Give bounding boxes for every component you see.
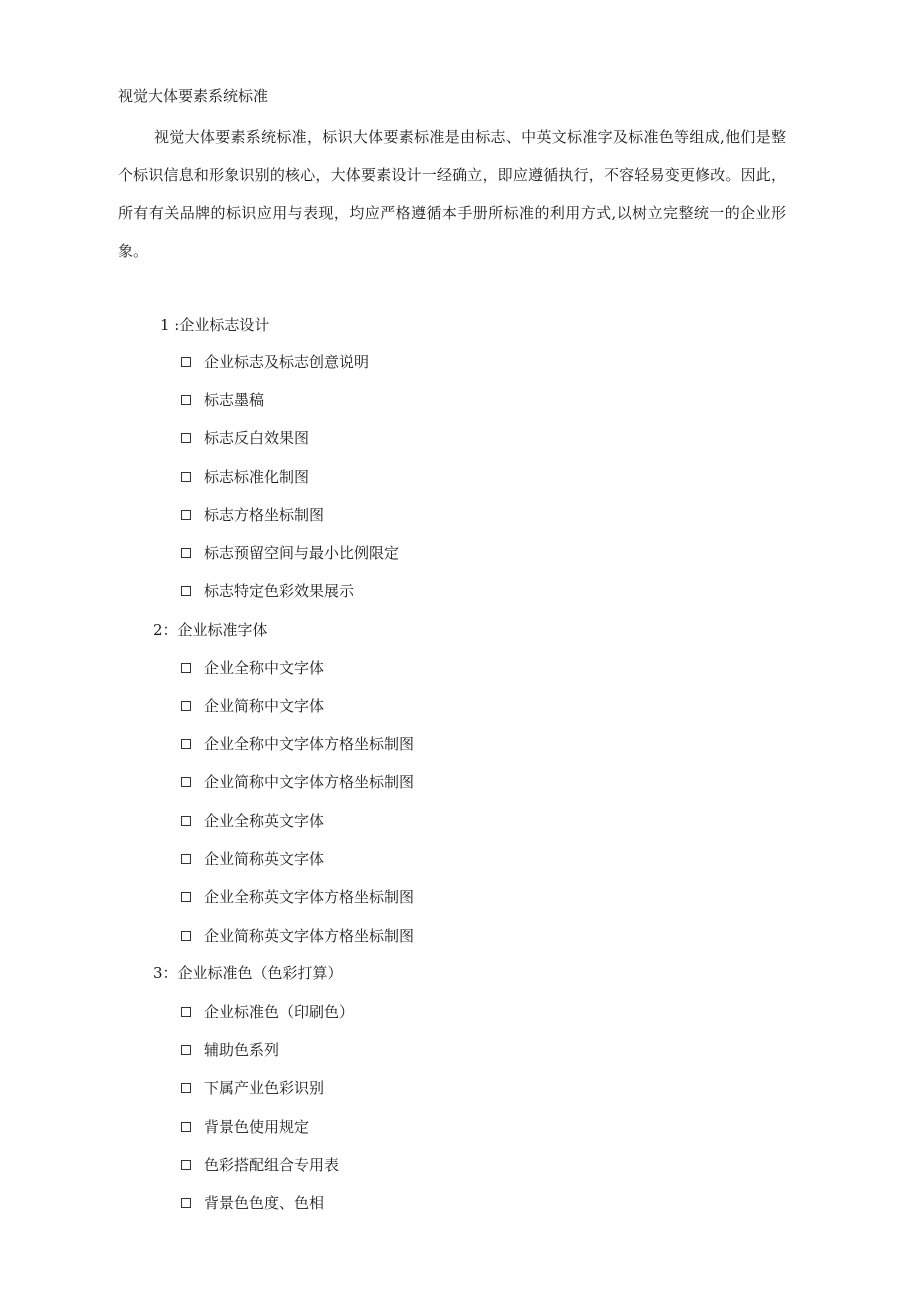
list-item-label: 企业简称中文字体 bbox=[204, 697, 325, 715]
list-item bbox=[181, 696, 324, 716]
checkbox-icon bbox=[181, 1007, 191, 1017]
section-heading-color: 3：企业标准色（色彩打算） bbox=[153, 964, 343, 982]
checkbox-icon bbox=[181, 433, 191, 443]
list-item bbox=[181, 581, 354, 601]
list-item bbox=[181, 1117, 309, 1137]
checkbox-icon bbox=[181, 739, 191, 749]
checkbox-icon bbox=[181, 548, 191, 558]
checkbox-icon bbox=[181, 472, 191, 482]
list-item bbox=[181, 1002, 354, 1022]
list-item-label: 企业全称英文字体 bbox=[204, 812, 325, 830]
checkbox-icon bbox=[181, 854, 191, 864]
list-item bbox=[181, 1193, 324, 1213]
list-item-label: 企业简称英文字体方格坐标制图 bbox=[204, 927, 415, 945]
document-title: 视觉大体要素系统标准 bbox=[118, 87, 269, 105]
list-item bbox=[181, 505, 324, 525]
list-item-label: 标志反白效果图 bbox=[204, 429, 310, 447]
section-heading-font: 2：企业标准字体 bbox=[153, 621, 268, 639]
list-item bbox=[181, 926, 414, 946]
list-item-label: 企业全称中文字体方格坐标制图 bbox=[204, 735, 415, 753]
checkbox-icon bbox=[181, 357, 191, 367]
list-item-label: 企业全称中文字体 bbox=[204, 659, 325, 677]
checkbox-icon bbox=[181, 1198, 191, 1208]
list-item-label: 辅助色系列 bbox=[204, 1041, 280, 1059]
checkbox-icon bbox=[181, 395, 191, 405]
list-item bbox=[181, 543, 399, 563]
checkbox-icon bbox=[181, 892, 191, 902]
checkbox-icon bbox=[181, 586, 191, 596]
checkbox-icon bbox=[181, 1045, 191, 1055]
list-item bbox=[181, 390, 264, 410]
checkbox-icon bbox=[181, 1122, 191, 1132]
list-item bbox=[181, 1155, 339, 1175]
list-item-label: 企业全称英文字体方格坐标制图 bbox=[204, 888, 415, 906]
intro-paragraph: 视觉大体要素系统标准，标识大体要素标准是由标志、中英文标准字及标准色等组成,他们是整个标识信息和形象识别的核心，大体要素设计一经确立，即应遵循执行，不容轻易变更修改。因此，所有有关品牌的标识应用与表现，均应严格遵循本手册所标准的利用方式,以树立完整统一的企业形象。 bbox=[118, 128, 786, 260]
checkbox-icon bbox=[181, 1160, 191, 1170]
list-item bbox=[181, 849, 324, 869]
list-item bbox=[181, 772, 414, 792]
list-item-label: 企业标准色（印刷色） bbox=[204, 1003, 355, 1021]
section-heading-logo: 1 :企业标志设计 bbox=[160, 316, 270, 334]
list-item-label: 标志预留空间与最小比例限定 bbox=[204, 544, 400, 562]
list-item bbox=[181, 887, 414, 907]
list-item bbox=[181, 1078, 324, 1098]
checkbox-icon bbox=[181, 816, 191, 826]
list-item-label: 色彩搭配组合专用表 bbox=[204, 1156, 340, 1174]
list-item-label: 背景色使用规定 bbox=[204, 1118, 310, 1136]
list-item-label: 背景色色度、色相 bbox=[204, 1194, 325, 1212]
list-item bbox=[181, 734, 414, 754]
list-item bbox=[181, 352, 369, 372]
list-item-label: 企业简称英文字体 bbox=[204, 850, 325, 868]
list-item-label: 标志标准化制图 bbox=[204, 468, 310, 486]
list-item-label: 标志特定色彩效果展示 bbox=[204, 582, 355, 600]
checkbox-icon bbox=[181, 931, 191, 941]
checkbox-icon bbox=[181, 510, 191, 520]
list-item bbox=[181, 428, 309, 448]
list-item bbox=[181, 467, 309, 487]
checkbox-icon bbox=[181, 663, 191, 673]
checkbox-icon bbox=[181, 701, 191, 711]
list-item-label: 标志方格坐标制图 bbox=[204, 506, 325, 524]
list-item bbox=[181, 811, 324, 831]
list-item-label: 企业标志及标志创意说明 bbox=[204, 353, 370, 371]
list-item-label: 标志墨稿 bbox=[204, 391, 265, 409]
checkbox-icon bbox=[181, 777, 191, 787]
checkbox-icon bbox=[181, 1083, 191, 1093]
list-item bbox=[181, 658, 324, 678]
list-item-label: 下属产业色彩识别 bbox=[204, 1079, 325, 1097]
list-item bbox=[181, 1040, 279, 1060]
list-item-label: 企业简称中文字体方格坐标制图 bbox=[204, 773, 415, 791]
